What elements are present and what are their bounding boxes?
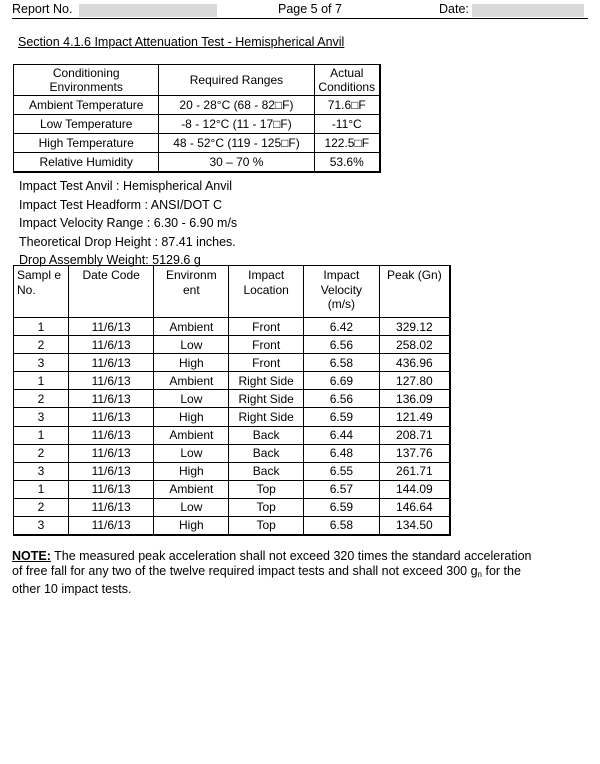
table-cell: Back <box>229 426 304 444</box>
table-cell: 208.71 <box>379 426 450 444</box>
conditioning-row <box>14 115 381 134</box>
table-cell: 1 <box>14 426 69 444</box>
table-cell: 2 <box>14 390 69 408</box>
table-cell: 6.44 <box>304 426 380 444</box>
results-row <box>14 517 451 535</box>
table-cell: 146.64 <box>379 498 450 516</box>
table-cell: 6.59 <box>304 408 380 426</box>
results-header-cell: Date Code <box>68 266 154 318</box>
note-label: NOTE: <box>12 549 51 563</box>
drop-height-line: Theoretical Drop Height : 87.41 inches. <box>19 234 236 249</box>
table-cell: Low <box>154 390 229 408</box>
table-cell: 329.12 <box>379 318 450 336</box>
table-cell: 11/6/13 <box>68 390 154 408</box>
table-cell: 2 <box>14 498 69 516</box>
table-cell: 2 <box>14 444 69 462</box>
conditioning-header-cell: Actual Conditions <box>314 65 380 96</box>
table-cell: 6.58 <box>304 517 380 535</box>
table-cell: 127.80 <box>379 372 450 390</box>
table-cell: 2 <box>14 336 69 354</box>
table-cell: 6.56 <box>304 390 380 408</box>
results-header-cell: Impact Location <box>229 266 304 318</box>
conditioning-header-cell: Required Ranges <box>159 65 314 96</box>
results-header-row <box>14 266 451 318</box>
table-cell: Front <box>229 336 304 354</box>
table-cell: 11/6/13 <box>68 462 154 480</box>
conditioning-table <box>13 64 381 173</box>
table-cell: -8 - 12°C (11 - 17□F) <box>159 115 314 134</box>
table-cell: Front <box>229 318 304 336</box>
table-cell: 1 <box>14 372 69 390</box>
table-cell: 6.42 <box>304 318 380 336</box>
table-cell: 11/6/13 <box>68 372 154 390</box>
results-header-cell: Environm ent <box>154 266 229 318</box>
table-cell: 1 <box>14 480 69 498</box>
table-cell: 11/6/13 <box>68 498 154 516</box>
table-cell: 6.56 <box>304 336 380 354</box>
conditioning-row <box>14 153 381 172</box>
table-cell: 3 <box>14 517 69 535</box>
results-row <box>14 426 451 444</box>
table-cell: Top <box>229 517 304 535</box>
table-cell: High <box>154 462 229 480</box>
table-cell: 48 - 52°C (119 - 125□F) <box>159 134 314 153</box>
table-cell: 11/6/13 <box>68 354 154 372</box>
anvil-line: Impact Test Anvil : Hemispherical Anvil <box>19 179 233 193</box>
results-row <box>14 354 451 372</box>
results-header-cell: Peak (Gn) <box>379 266 450 318</box>
conditioning-header-row <box>14 65 381 96</box>
table-cell: 3 <box>14 462 69 480</box>
table-cell: 1 <box>14 318 69 336</box>
table-cell: 30 – 70 % <box>159 153 314 172</box>
table-cell: 6.69 <box>304 372 380 390</box>
header-rule <box>12 18 588 19</box>
table-cell: 11/6/13 <box>68 480 154 498</box>
velocity-range-line: Impact Velocity Range : 6.30 - 6.90 m/s <box>19 216 238 230</box>
table-cell: Front <box>229 354 304 372</box>
table-cell: Right Side <box>229 372 304 390</box>
table-cell: Low Temperature <box>14 115 159 134</box>
table-cell: High <box>154 517 229 535</box>
table-cell: Top <box>229 498 304 516</box>
table-cell: 122.5□F <box>314 134 380 153</box>
table-cell: 258.02 <box>379 336 450 354</box>
note <box>12 549 532 597</box>
results-header-cell: Sampl e No. <box>14 266 69 318</box>
table-cell: 121.49 <box>379 408 450 426</box>
table-cell: Ambient <box>154 480 229 498</box>
date-redaction <box>472 4 584 17</box>
table-cell: 20 - 28°C (68 - 82□F) <box>159 96 314 115</box>
table-cell: 134.50 <box>379 517 450 535</box>
note-subscript: n <box>477 569 482 579</box>
table-cell: 11/6/13 <box>68 426 154 444</box>
results-row <box>14 408 451 426</box>
results-row <box>14 372 451 390</box>
conditioning-row <box>14 134 381 153</box>
table-cell: -11°C <box>314 115 380 134</box>
results-row <box>14 444 451 462</box>
drop-weight-line: Drop Assembly Weight: 5129.6 g <box>19 253 201 267</box>
table-cell: 6.57 <box>304 480 380 498</box>
table-cell: 261.71 <box>379 462 450 480</box>
note-text-2: for the other 10 impact tests. <box>12 563 521 596</box>
date-label: Date: <box>439 2 469 16</box>
results-row <box>14 462 451 480</box>
section-title: Section 4.1.6 Impact Attenuation Test - Hemispherical Anvil <box>18 35 345 49</box>
table-cell: 3 <box>14 408 69 426</box>
table-cell: High <box>154 408 229 426</box>
table-cell: 53.6% <box>314 153 380 172</box>
report-number-label: Report No. <box>12 2 73 16</box>
results-row <box>14 390 451 408</box>
report-number-redaction <box>79 4 217 17</box>
table-cell: Back <box>229 444 304 462</box>
table-cell: Right Side <box>229 390 304 408</box>
table-cell: 11/6/13 <box>68 444 154 462</box>
table-cell: 11/6/13 <box>68 318 154 336</box>
table-cell: 11/6/13 <box>68 517 154 535</box>
table-cell: Ambient <box>154 372 229 390</box>
table-cell: Low <box>154 498 229 516</box>
table-cell: 71.6□F <box>314 96 380 115</box>
table-cell: 6.48 <box>304 444 380 462</box>
results-row <box>14 336 451 354</box>
table-cell: 11/6/13 <box>68 336 154 354</box>
results-header-cell: Impact Velocity (m/s) <box>304 266 380 318</box>
page-number: Page 5 of 7 <box>278 2 342 16</box>
table-cell: Ambient <box>154 426 229 444</box>
table-cell: 6.58 <box>304 354 380 372</box>
table-cell: Top <box>229 480 304 498</box>
results-table <box>13 265 451 536</box>
table-cell: 11/6/13 <box>68 408 154 426</box>
table-cell: 136.09 <box>379 390 450 408</box>
results-row <box>14 480 451 498</box>
headform-line: Impact Test Headform : ANSI/DOT C <box>19 197 223 212</box>
table-cell: Ambient <box>154 318 229 336</box>
conditioning-row <box>14 96 381 115</box>
table-cell: 6.55 <box>304 462 380 480</box>
conditioning-header-cell: Conditioning Environments <box>14 65 159 96</box>
table-cell: Low <box>154 336 229 354</box>
table-cell: High <box>154 354 229 372</box>
test-info <box>19 177 237 270</box>
page-header <box>12 2 588 18</box>
note-text-1: The measured peak acceleration shall not exceed 320 times the standard acceleration of free fall for any two of the twelve required impact tests and shall not exceed 300 g <box>12 549 532 578</box>
table-cell: 3 <box>14 354 69 372</box>
results-row <box>14 498 451 516</box>
results-row <box>14 318 451 336</box>
table-cell: 436.96 <box>379 354 450 372</box>
table-cell: Ambient Temperature <box>14 96 159 115</box>
table-cell: 144.09 <box>379 480 450 498</box>
table-cell: Low <box>154 444 229 462</box>
table-cell: Relative Humidity <box>14 153 159 172</box>
table-cell: 137.76 <box>379 444 450 462</box>
table-cell: Back <box>229 462 304 480</box>
table-cell: 6.59 <box>304 498 380 516</box>
table-cell: Right Side <box>229 408 304 426</box>
table-cell: High Temperature <box>14 134 159 153</box>
